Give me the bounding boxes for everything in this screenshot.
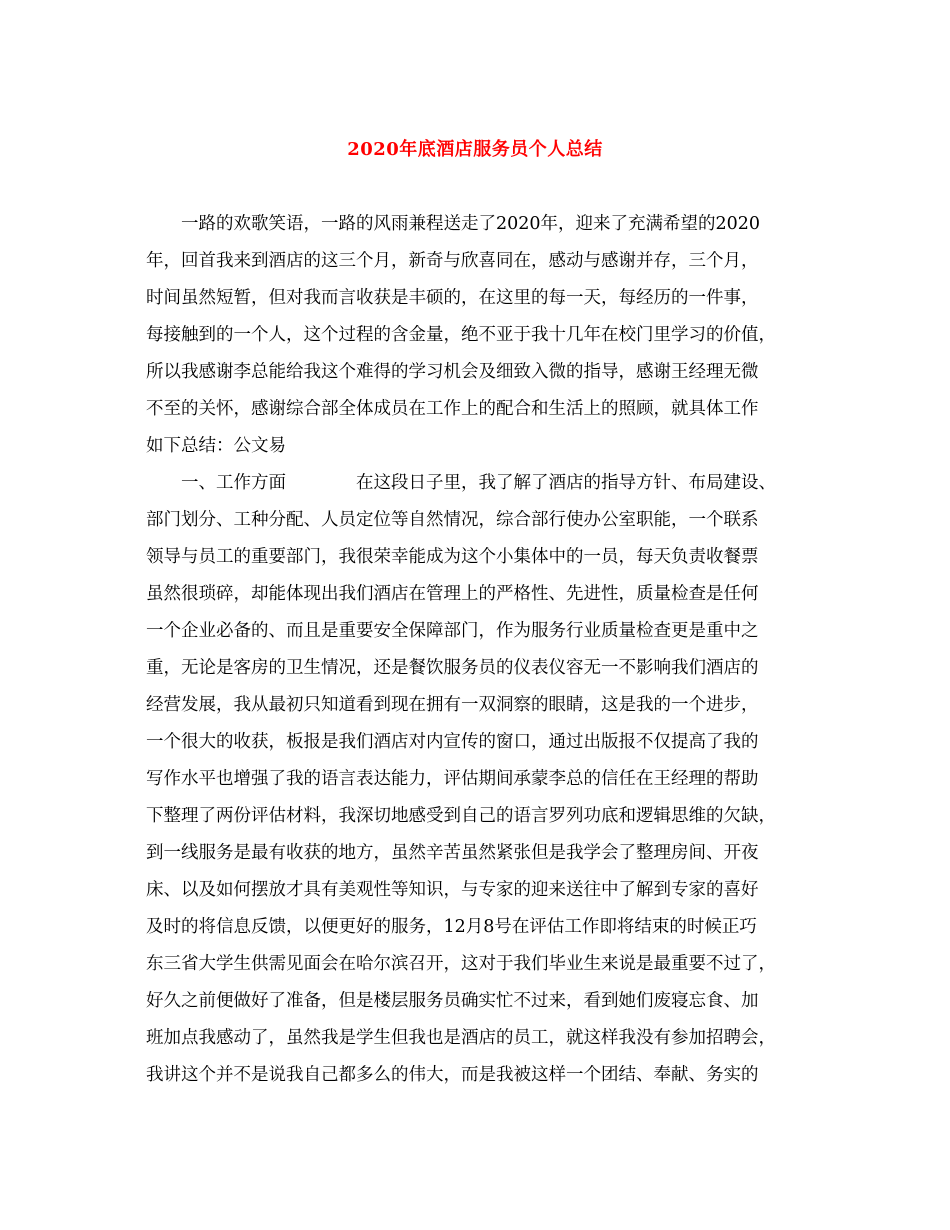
paragraph-line: 床、以及如何摆放才具有美观性等知识，与专家的迎来送往中了解到专家的喜好 [146,880,759,900]
paragraph-line: 及时的将信息反馈，以便更好的服务，12月8号在评估工作即将结束的时候正巧 [146,917,757,937]
paragraph-line: 虽然很琐碎，却能体现出我们酒店在管理上的严格性、先进性，质量检查是任何 [146,584,759,604]
paragraph-line: 好久之前便做好了准备，但是楼层服务员确实忙不过来，看到她们废寝忘食、加 [146,991,759,1011]
section-heading-line: 一、工作方面 在这段日子里，我了解了酒店的指导方针、布局建设、 [181,473,776,493]
paragraph-line: 一个很大的收获，板报是我们酒店对内宣传的窗口，通过出版报不仅提高了我的 [146,732,759,752]
paragraph-line: 一路的欢歌笑语，一路的风雨兼程送走了2020年，迎来了充满希望的2020 [181,214,761,234]
page-title: 2020年底酒店服务员个人总结 [347,139,603,160]
paragraph-line: 如下总结：公文易 [146,436,286,456]
paragraph-line: 不至的关怀，感谢综合部全体成员在工作上的配合和生活上的照顾，就具体工作 [146,399,759,419]
paragraph-line: 东三省大学生供需见面会在哈尔滨召开，这对于我们毕业生来说是最重要不过了， [146,954,776,974]
paragraph-line: 重，无论是客房的卫生情况，还是餐饮服务员的仪表仪容无一不影响我们酒店的 [146,658,759,678]
paragraph-line: 一个企业必备的、而且是重要安全保障部门，作为服务行业质量检查更是重中之 [146,621,759,641]
paragraph-line: 年，回首我来到酒店的这三个月，新奇与欣喜同在，感动与感谢并存，三个月， [146,251,759,271]
document-body [146,206,806,1094]
paragraph-line: 领导与员工的重要部门，我很荣幸能成为这个小集体中的一员，每天负责收餐票 [146,547,759,567]
paragraph-line: 班加点我感动了，虽然我是学生但我也是酒店的员工，就这样我没有参加招聘会， [146,1028,776,1048]
paragraph-line: 经营发展，我从最初只知道看到现在拥有一双洞察的眼睛，这是我的一个进步， [146,695,759,715]
paragraph-line: 下整理了两份评估材料，我深切地感受到自己的语言罗列功底和逻辑思维的欠缺， [146,806,776,826]
paragraph-line: 每接触到的一个人，这个过程的含金量，绝不亚于我十几年在校门里学习的价值， [146,325,776,345]
paragraph-line: 写作水平也增强了我的语言表达能力，评估期间承蒙李总的信任在王经理的帮助 [146,769,759,789]
paragraph-line: 所以我感谢李总能给我这个难得的学习机会及细致入微的指导，感谢王经理无微 [146,362,759,382]
paragraph-line: 我讲这个并不是说我自己都多么的伟大，而是我被这样一个团结、奉献、务实的 [146,1065,759,1085]
paragraph-line: 到一线服务是最有收获的地方，虽然辛苦虽然紧张但是我学会了整理房间、开夜 [146,843,759,863]
paragraph-line: 时间虽然短暂，但对我而言收获是丰硕的，在这里的每一天，每经历的一件事， [146,288,759,308]
paragraph-line: 部门划分、工种分配、人员定位等自然情况，综合部行使办公室职能，一个联系 [146,510,759,530]
